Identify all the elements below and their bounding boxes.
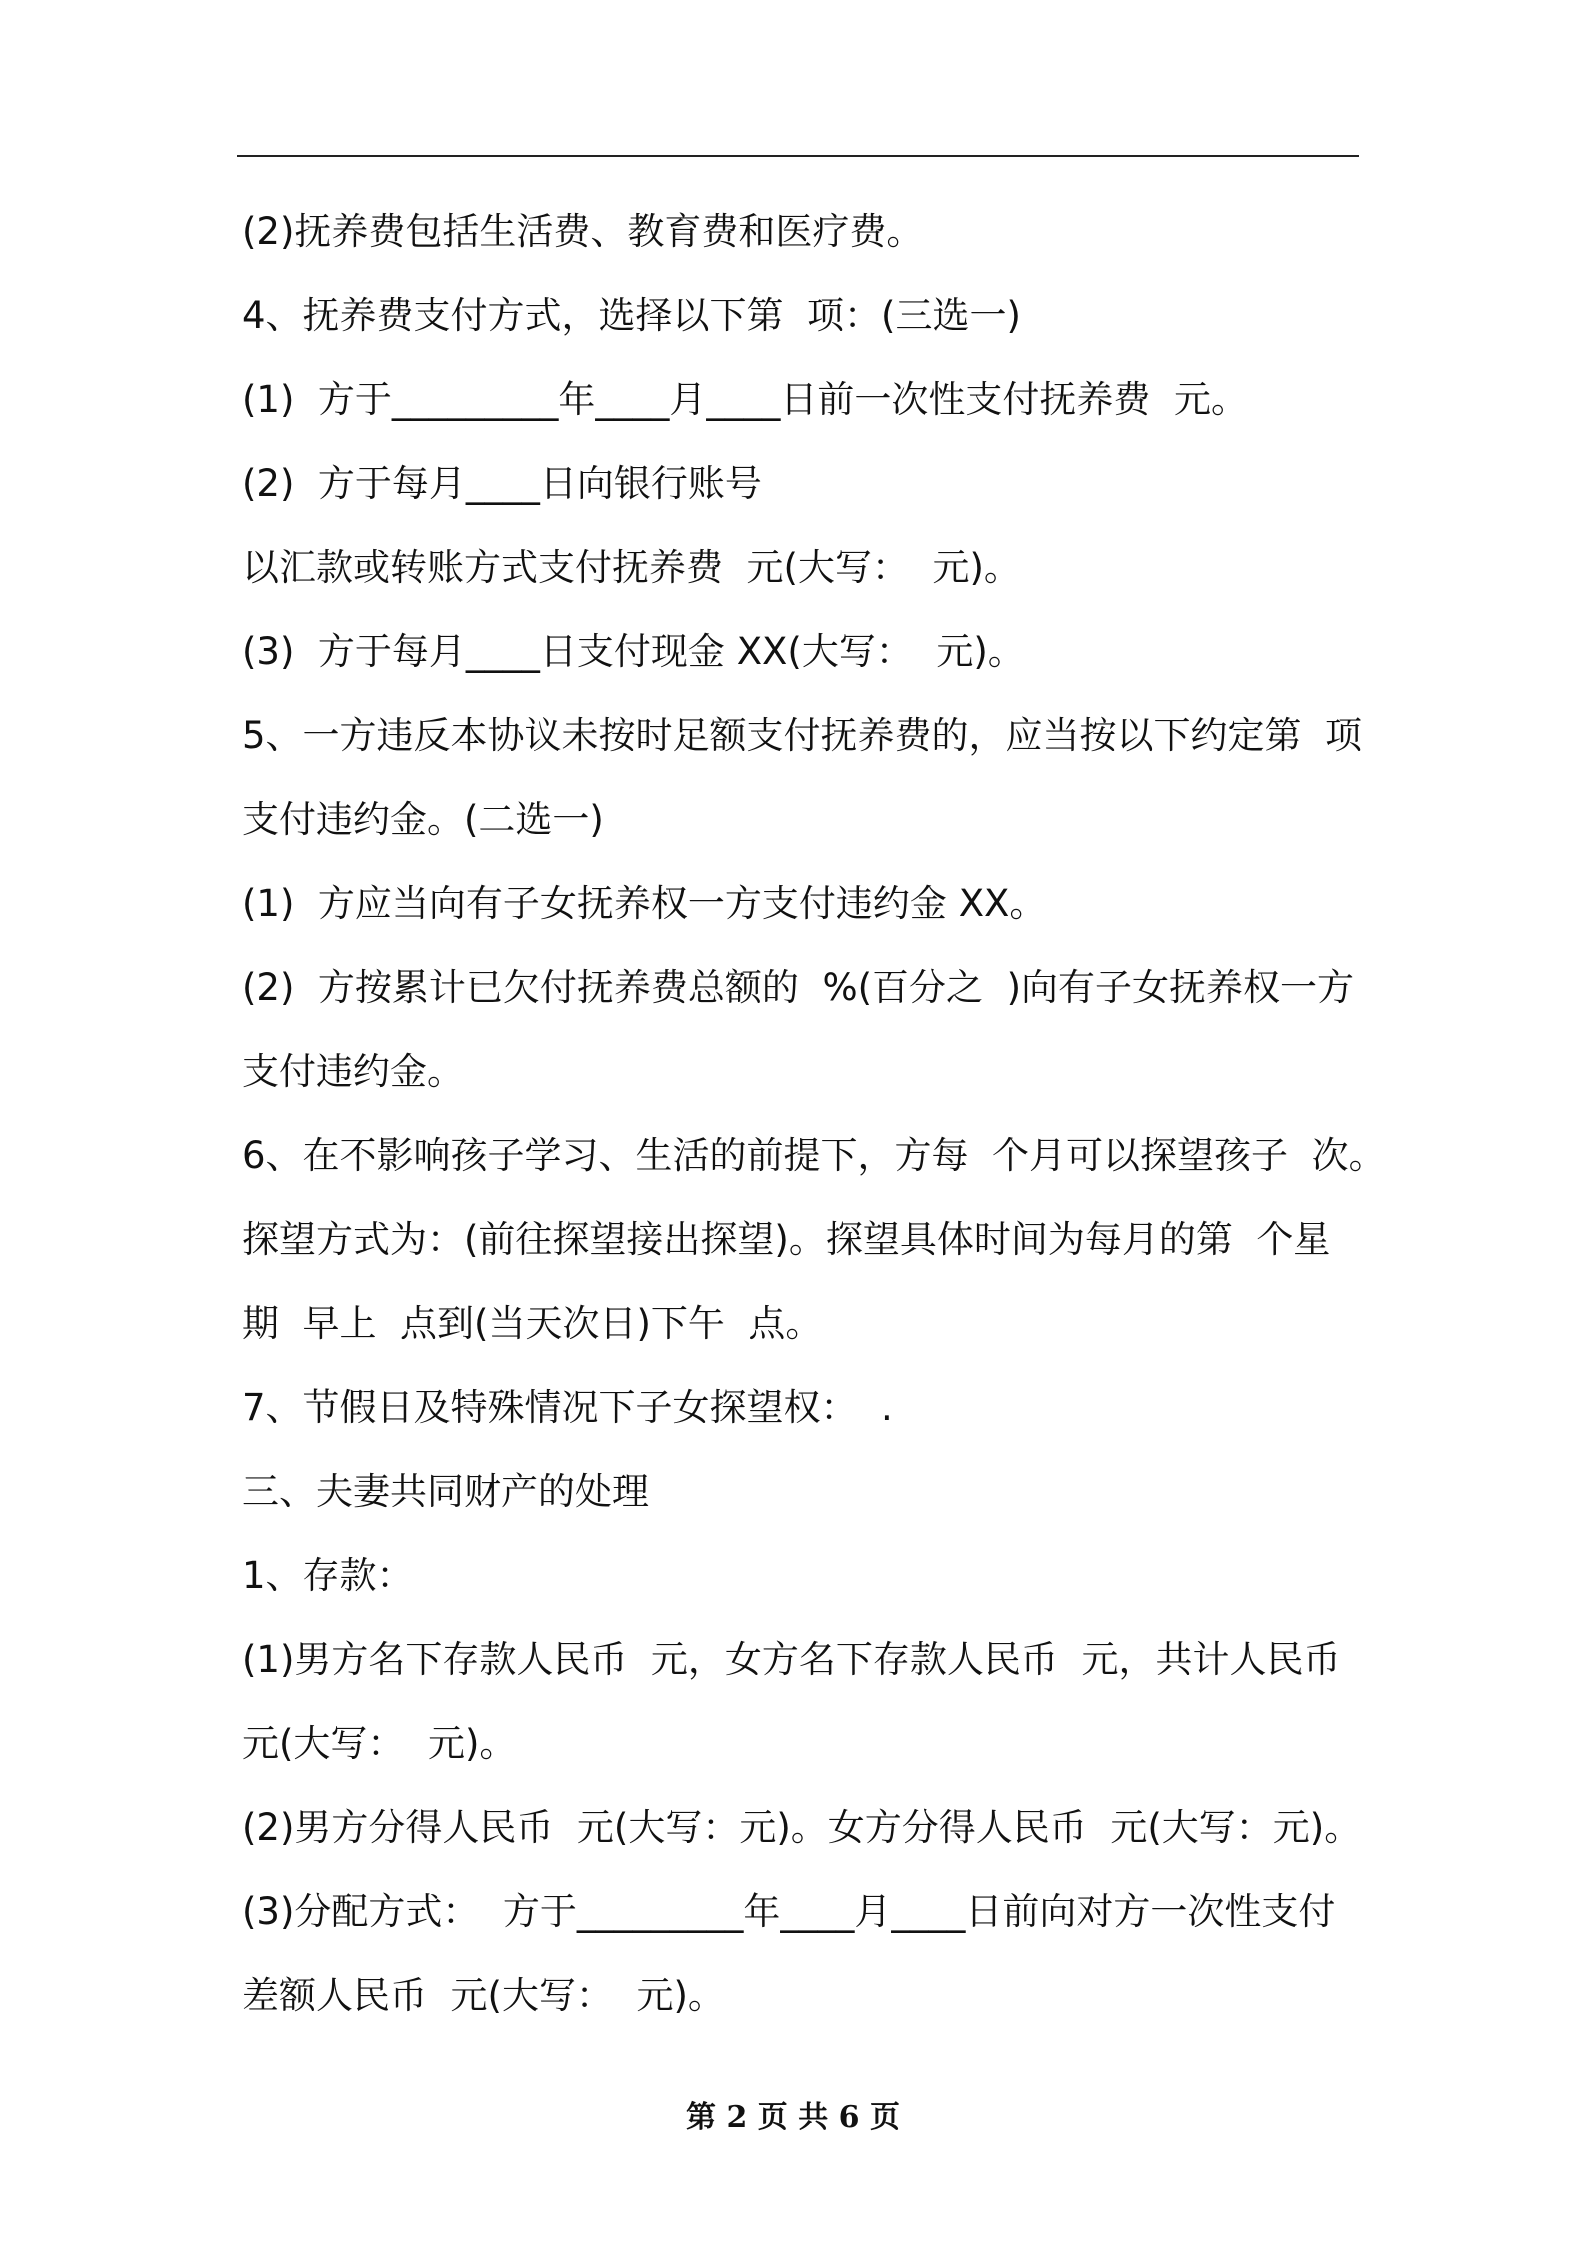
text-line: (2)男方分得人民币 元(大写：元)。女方分得人民币 元(大写：元)。 [242, 1806, 1362, 1849]
text-line: (1) 方应当向有子女抚养权一方支付违约金 XX。 [242, 882, 1047, 925]
header-rule [237, 155, 1359, 157]
text-line: (3)分配方式： 方于_________年____月____日前向对方一次性支付 [242, 1890, 1336, 1933]
text-line: (2) 方于每月____日向银行账号 [242, 462, 762, 505]
text-line: 期 早上 点到(当天次日)下午 点。 [242, 1302, 823, 1345]
section-heading: 三、夫妻共同财产的处理 [242, 1470, 649, 1513]
text-line: 支付违约金。(二选一) [242, 798, 604, 841]
text-line: 以汇款或转账方式支付抚养费 元(大写： 元)。 [242, 546, 1021, 589]
text-line: 6、在不影响孩子学习、生活的前提下，方每 个月可以探望孩子 次。 [242, 1134, 1386, 1177]
page-number: 第 2 页 共 6 页 [686, 2100, 900, 2135]
text-line: 差额人民币 元(大写： 元)。 [242, 1974, 725, 2017]
text-line: (2)抚养费包括生活费、教育费和医疗费。 [242, 210, 924, 253]
text-line: (2) 方按累计已欠付抚养费总额的 %(百分之 )向有子女抚养权一方 [242, 966, 1355, 1009]
text-line: 5、一方违反本协议未按时足额支付抚养费的，应当按以下约定第 项 [242, 714, 1363, 757]
document-body [242, 196, 1386, 2044]
text-line: 支付违约金。 [242, 1050, 464, 1093]
text-line: 元(大写： 元)。 [242, 1722, 517, 1765]
text-line: 1、存款： [242, 1554, 414, 1597]
text-line: 4、抚养费支付方式，选择以下第 项：(三选一) [242, 294, 1021, 337]
text-line: (1)男方名下存款人民币 元，女方名下存款人民币 元，共计人民币 [242, 1638, 1341, 1681]
text-line: 探望方式为：(前往探望接出探望)。探望具体时间为每月的第 个星 [242, 1218, 1331, 1261]
text-line: 7、节假日及特殊情况下子女探望权： . [242, 1386, 893, 1429]
text-line: (3) 方于每月____日支付现金 XX(大写： 元)。 [242, 630, 1025, 673]
text-line: (1) 方于_________年____月____日前一次性支付抚养费 元。 [242, 378, 1248, 421]
